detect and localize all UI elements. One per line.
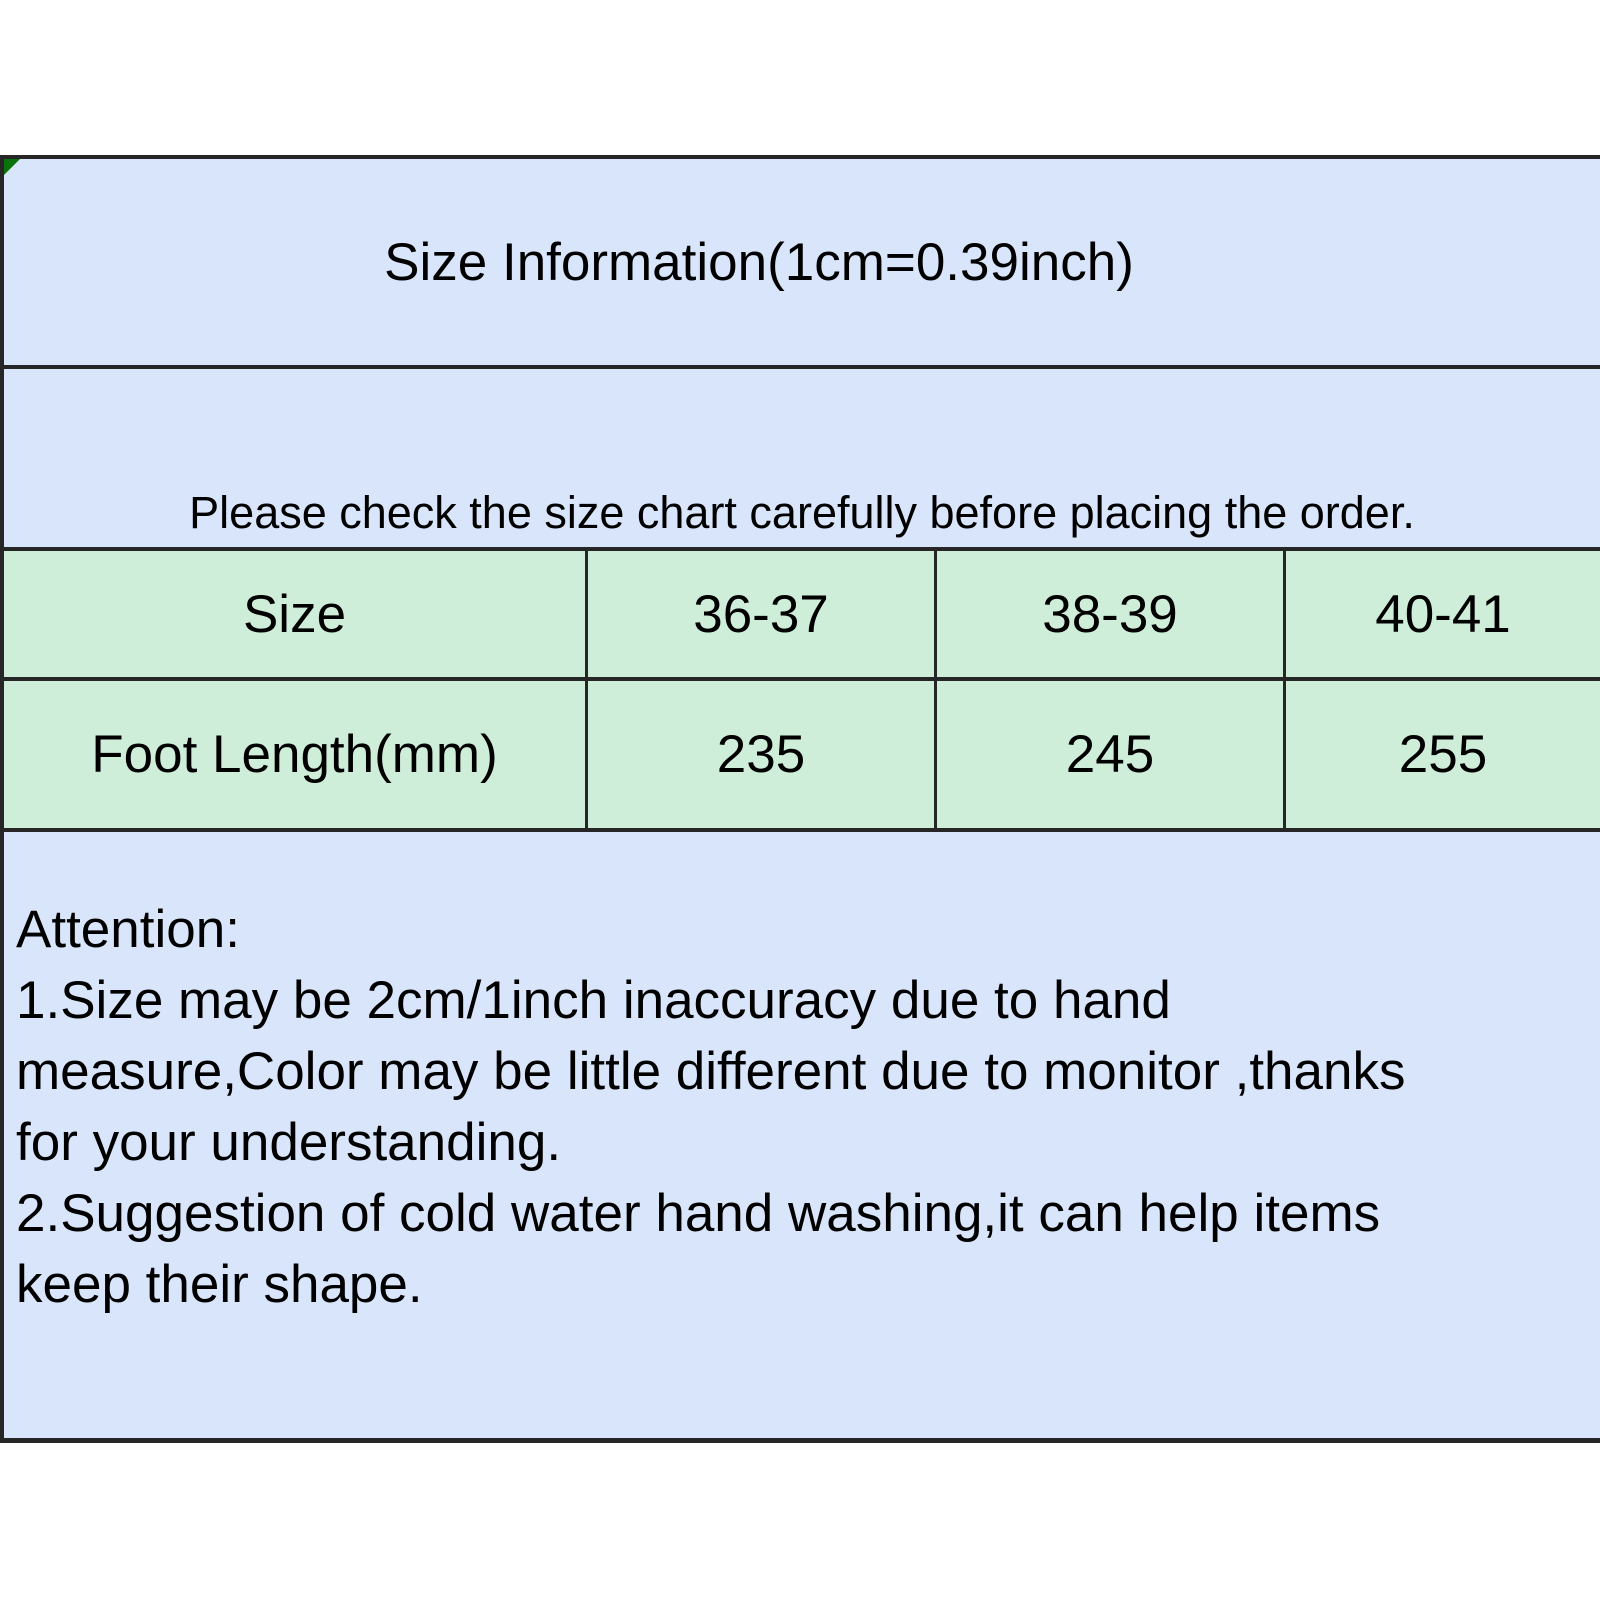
attention-text-line: for your understanding. (16, 1113, 562, 1172)
size-chart-note: Please check the size chart carefully before placing the order. (189, 487, 1415, 538)
cell-corner-marker-icon (4, 159, 20, 175)
size-table-cell: 245 (937, 681, 1286, 832)
size-table-header-cell: Size (4, 551, 588, 681)
size-table-cell: 235 (588, 681, 937, 832)
attention-text-line: measure,Color may be little different due to monitor ,thanks (16, 1042, 1406, 1101)
attention-heading: Attention: (16, 900, 240, 959)
size-table-cell: 38-39 (937, 551, 1286, 681)
size-table (4, 547, 1600, 832)
size-table-header-cell: Foot Length(mm) (4, 681, 588, 832)
attention-section (4, 832, 1600, 1320)
note-row (4, 369, 1600, 547)
page-title: Size Information(1cm=0.39inch) (384, 232, 1134, 292)
size-table-cell: 255 (1286, 681, 1600, 832)
size-table-cell: 40-41 (1286, 551, 1600, 681)
attention-text-line: keep their shape. (16, 1255, 423, 1314)
attention-text-line: 2.Suggestion of cold water hand washing,it can help items (16, 1184, 1381, 1243)
size-table-cell: 36-37 (588, 551, 937, 681)
size-info-panel (0, 155, 1600, 1443)
title-row (4, 159, 1600, 369)
attention-text-line: 1.Size may be 2cm/1inch inaccuracy due to hand (16, 971, 1171, 1030)
